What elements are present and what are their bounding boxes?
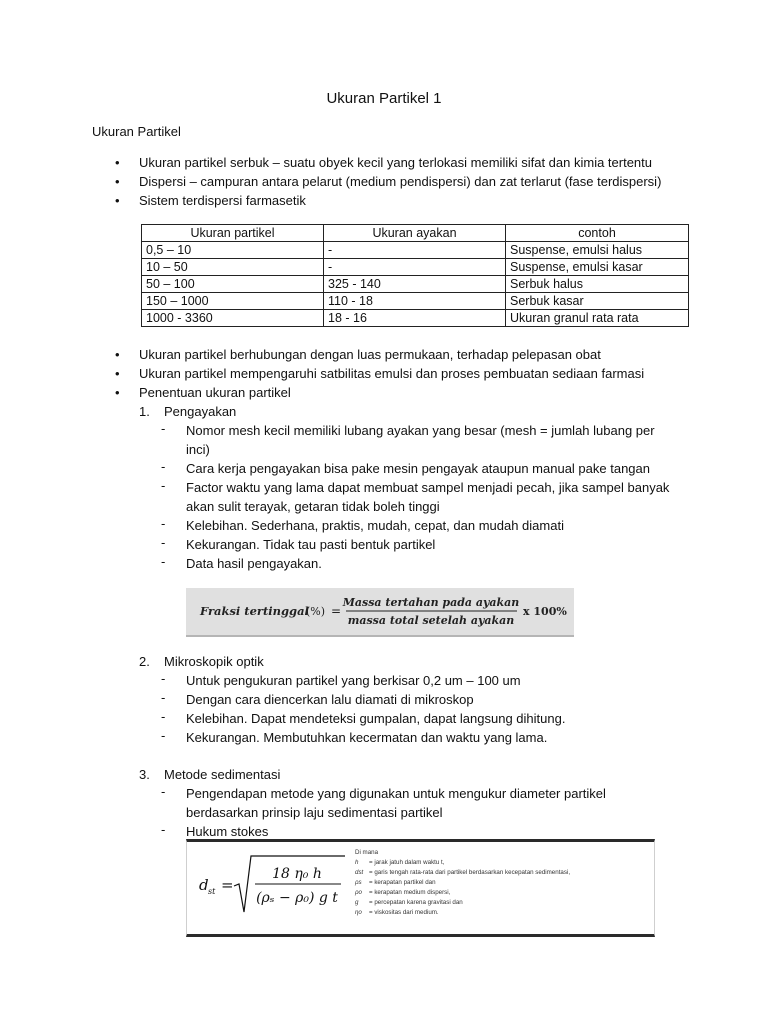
formula-lhs: Fraksi tertinggal [200,604,309,618]
fraction-formula [186,588,574,635]
after-bullet-list [112,345,644,402]
stokes-legend [355,848,570,918]
table-cell: Suspense, emulsi kasar [506,259,689,276]
dispersed-system-table [141,224,689,327]
stokes-lhs: d [199,876,209,894]
table-header: contoh [506,225,689,242]
stokes-lhs-sub: st [208,887,216,896]
table-cell: 325 - 140 [324,276,506,293]
dash-marker: - [161,709,166,724]
table-cell: 110 - 18 [324,293,506,310]
legend-row [355,888,570,898]
table-header: Ukuran partikel [142,225,324,242]
method-number: 3. [139,767,150,782]
stokes-formula [187,842,352,928]
dash-marker: - [161,516,166,531]
list-item: Pengendapan metode yang digunakan untuk mengukur diameter partikel [186,786,606,801]
method-number: 1. [139,404,150,419]
table-cell: 1000 - 3360 [142,310,324,327]
table-header: Ukuran ayakan [324,225,506,242]
bullet-item: • Ukuran partikel serbuk – suatu obyek kecil yang terlokasi memiliki sifat dan kimia tertentu [112,153,661,172]
method-title: Pengayakan [164,404,237,419]
dash-marker: - [161,535,166,550]
stokes-formula-image [186,839,655,937]
table-cell: 18 - 16 [324,310,506,327]
legend-text: = jarak jatuh dalam waktu t, [369,859,445,866]
bullet-item: • Ukuran partikel mempengaruhi satbilitas emulsi dan proses pembuatan sediaan farmasi [112,364,644,383]
dash-marker: - [161,690,166,705]
table-cell: - [324,259,506,276]
dash-marker: - [161,459,166,474]
dash-marker: - [161,822,166,837]
legend-text: = kerapatan medium dispersi, [369,889,451,896]
legend-symbol: h [355,859,359,866]
table-cell: 50 – 100 [142,276,324,293]
legend-text: = garis tengah rata-rata dari partikel berdasarkan kecepatan sedimentasi, [369,869,571,876]
list-item: Nomor mesh kecil memiliki lubang ayakan yang besar (mesh = jumlah lubang per [186,423,655,438]
dash-marker: - [161,784,166,799]
list-item-continued: inci) [186,442,210,457]
list-item: Kelebihan. Dapat mendeteksi gumpalan, dapat langsung dihitung. [186,711,566,726]
table-row [142,242,689,259]
table-row [142,276,689,293]
legend-row [355,858,570,868]
legend-text: = viskositas dari medium. [369,909,439,916]
bullet-item: • Ukuran partikel berhubungan dengan luas permukaan, terhadap pelepasan obat [112,345,644,364]
bullet-item: • Penentuan ukuran partikel [112,383,644,402]
legend-row [355,908,570,918]
stokes-numerator: 18 η₀ h [272,866,322,882]
legend-symbol: dst [355,869,364,876]
table-header-row [142,225,689,242]
dash-marker: - [161,671,166,686]
list-item: Kekurangan. Tidak tau pasti bentuk partikel [186,537,436,552]
list-item: Untuk pengukuran partikel yang berkisar 0,2 um – 100 um [186,673,521,688]
legend-symbol: ρs [355,879,362,886]
legend-title: Di mana [355,849,379,856]
list-item: Cara kerja pengayakan bisa pake mesin pengayak ataupun manual pake tangan [186,461,650,476]
table-cell: Serbuk halus [506,276,689,293]
section-heading: Ukuran Partikel [92,124,181,139]
list-item-continued: akan sulit terayak, getaran tidak boleh tinggi [186,499,440,514]
bullet-item: • Sistem terdispersi farmasetik [112,191,661,210]
table-row [142,259,689,276]
table-cell: - [324,242,506,259]
list-item: Kelebihan. Sederhana, praktis, mudah, cepat, dan mudah diamati [186,518,564,533]
legend-symbol: ηo [355,909,362,916]
list-item: Dengan cara diencerkan lalu diamati di mikroskop [186,692,474,707]
intro-bullet-list [112,153,661,210]
list-item: Factor waktu yang lama dapat membuat sampel menjadi pecah, jika sampel banyak [186,480,670,495]
formula-numerator: Massa tertahan pada ayakan [342,596,520,609]
legend-text: = kerapatan partikel dan [369,879,436,886]
table-cell: 0,5 – 10 [142,242,324,259]
table-cell: 150 – 1000 [142,293,324,310]
list-item: Hukum stokes [186,824,269,839]
legend-symbol: ρo [355,889,362,896]
fraction-formula-image [186,588,574,637]
method-number: 2. [139,654,150,669]
formula-percent: (%) [306,605,326,618]
table-cell: Ukuran granul rata rata [506,310,689,327]
stokes-equals: = [221,876,234,894]
dash-marker: - [161,728,166,743]
table-cell: Suspense, emulsi halus [506,242,689,259]
legend-symbol: g [355,899,359,906]
list-item-continued: berdasarkan prinsip laju sedimentasi partikel [186,805,443,820]
method-title: Metode sedimentasi [164,767,281,782]
table-cell: Serbuk kasar [506,293,689,310]
dash-marker: - [161,478,166,493]
formula-denominator: massa total setelah ayakan [347,614,515,627]
legend-row [355,898,570,908]
legend-text: = percepatan karena gravitasi dan [369,899,463,906]
stokes-denominator: (ρₛ − ρ₀) g t [256,890,338,906]
formula-factor: x 100% [523,605,567,618]
list-item: Data hasil pengayakan. [186,556,322,571]
method-title: Mikroskopik optik [164,654,264,669]
dash-marker: - [161,554,166,569]
table-cell: 10 – 50 [142,259,324,276]
bullet-item: • Dispersi – campuran antara pelarut (medium pendispersi) dan zat terlarut (fase terdispersi) [112,172,661,191]
legend-row [355,868,570,878]
page-title: Ukuran Partikel 1 [326,90,442,107]
table-row [142,293,689,310]
dash-marker: - [161,421,166,436]
list-item: Kekurangan. Membutuhkan kecermatan dan waktu yang lama. [186,730,548,745]
legend-row [355,878,570,888]
formula-equals: = [331,604,342,618]
table-row [142,310,689,327]
